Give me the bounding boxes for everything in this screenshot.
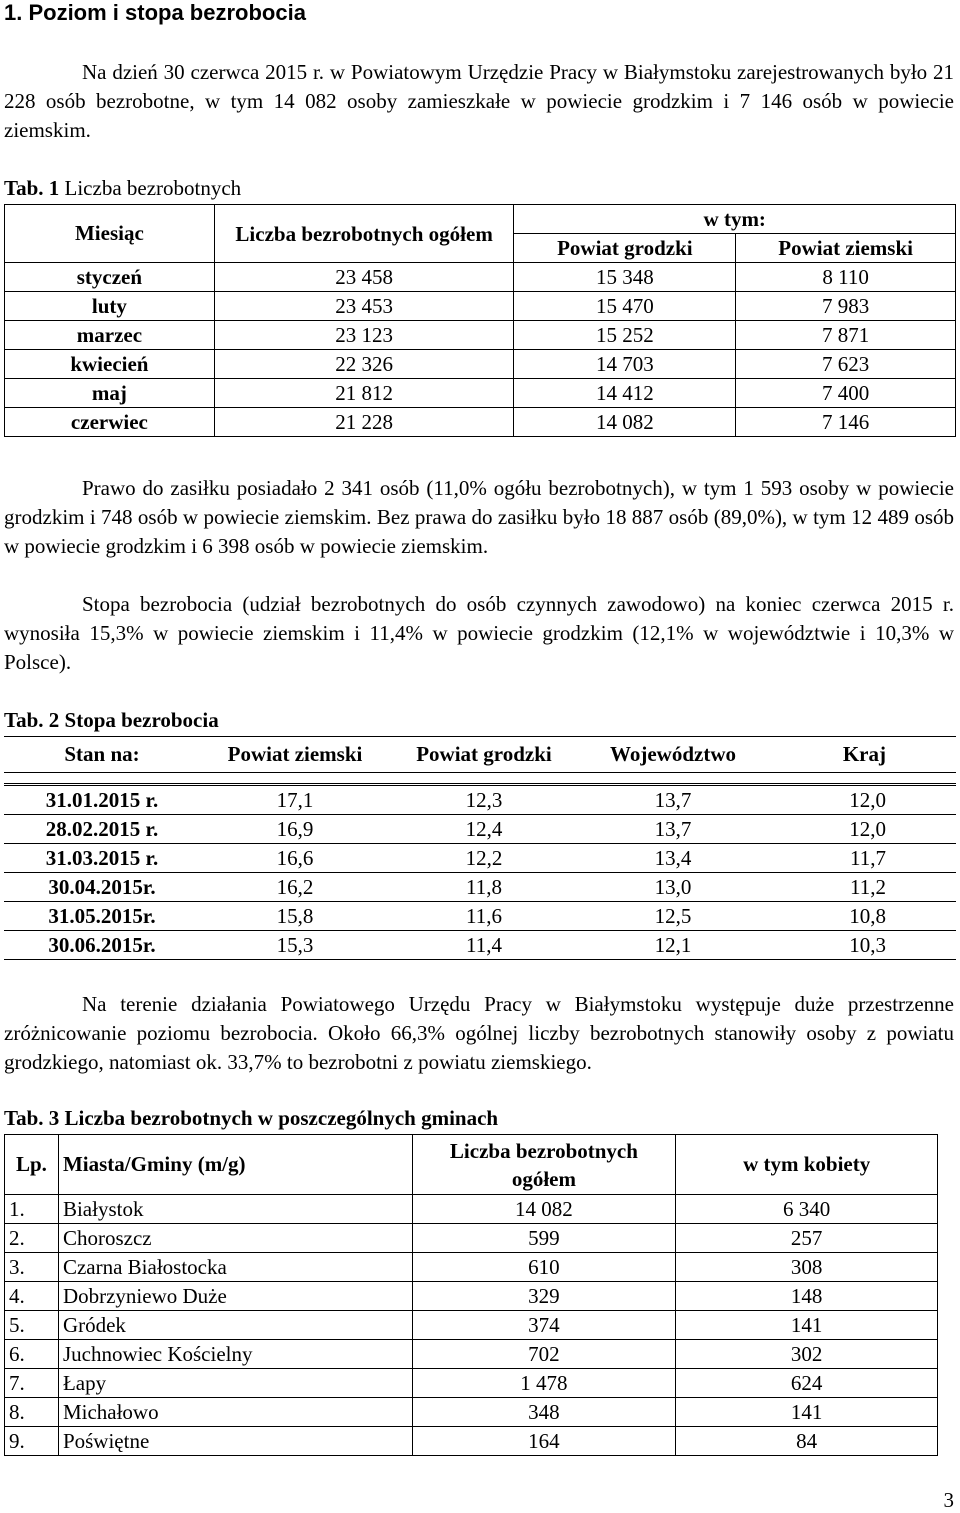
total-cell: 23 453 [214, 292, 514, 321]
total-cell: 23 458 [214, 263, 514, 292]
table3-header-cell: Lp. [5, 1135, 59, 1195]
city-county-cell: 14 082 [514, 408, 736, 437]
rate-cell: 12,1 [578, 931, 768, 960]
municipality-cell: Dobrzyniewo Duże [58, 1282, 412, 1311]
rural-county-cell: 7 983 [736, 292, 956, 321]
total-cell: 1 478 [412, 1369, 676, 1398]
municipality-cell: Michałowo [58, 1398, 412, 1427]
lp-cell: 1. [5, 1195, 59, 1224]
city-county-cell: 15 348 [514, 263, 736, 292]
total-cell: 14 082 [412, 1195, 676, 1224]
municipality-cell: Czarna Białostocka [58, 1253, 412, 1282]
rate-cell: 10,3 [768, 931, 956, 960]
total-cell: 21 228 [214, 408, 514, 437]
rate-cell: 12,5 [578, 902, 768, 931]
women-cell: 141 [676, 1311, 938, 1340]
rate-cell: 12,4 [390, 815, 578, 844]
table-row [4, 815, 956, 844]
table-row [5, 263, 956, 292]
table1-caption [4, 176, 241, 201]
month-cell: luty [5, 292, 215, 321]
table-row [5, 1253, 938, 1282]
rate-cell: 12,2 [390, 844, 578, 873]
lp-cell: 3. [5, 1253, 59, 1282]
rate-cell: 11,4 [390, 931, 578, 960]
rate-cell: 16,9 [200, 815, 390, 844]
rate-cell: 13,0 [578, 873, 768, 902]
municipality-cell: Juchnowiec Kościelny [58, 1340, 412, 1369]
city-county-cell: 15 470 [514, 292, 736, 321]
date-cell: 30.04.2015r. [4, 873, 200, 902]
month-cell: kwiecień [5, 350, 215, 379]
lp-cell: 4. [5, 1282, 59, 1311]
city-county-cell: 14 703 [514, 350, 736, 379]
rural-county-cell: 7 623 [736, 350, 956, 379]
table-row [4, 844, 956, 873]
table2-caption [4, 708, 219, 733]
table2-header-cell: Powiat grodzki [390, 737, 578, 773]
rate-cell: 13,7 [578, 815, 768, 844]
page-number: 3 [943, 1488, 954, 1512]
paragraph-benefits: Prawo do zasiłku posiadało 2 341 osób (11,0% ogółu bezrobotnych), w tym 1 593 osoby w powiecie grodzkim i 748 osób w powiecie ziemskim. Bez prawa do zasiłku było 18 887 osób (89,0%), w tym 12 489 osób w powiecie grodzkim i 6 398 osób w powiecie ziemskim. [4, 476, 954, 558]
table-row [4, 902, 956, 931]
header-rural-county: Powiat ziemski [736, 234, 956, 263]
table2-header-cell: Województwo [578, 737, 768, 773]
table2-header-cell: Kraj [768, 737, 956, 773]
municipality-cell: Białystok [58, 1195, 412, 1224]
table2-body [4, 785, 956, 960]
rate-cell: 16,2 [200, 873, 390, 902]
women-cell: 302 [676, 1340, 938, 1369]
table-row [5, 1427, 938, 1456]
women-cell: 308 [676, 1253, 938, 1282]
month-cell: maj [5, 379, 215, 408]
paragraph-rate: Stopa bezrobocia (udział bezrobotnych do osób czynnych zawodowo) na koniec czerwca 2015 r. wynosiła 15,3% w powiecie ziemskim i 11,4% w powiecie grodzkim (12,1% w województwie i 10,3% w Polsce). [4, 592, 954, 674]
paragraph-spatial: Na terenie działania Powiatowego Urzędu Pracy w Białymstoku występuje duże przestrzenne zróżnicowanie poziomu bezrobocia. Około 66,3% ogólnej liczby bezrobotnych stanowiły osoby z powiatu grodzkiego, natomiast ok. 33,7% to bezrobotni z powiatu ziemskiego. [4, 992, 954, 1074]
rate-cell: 10,8 [768, 902, 956, 931]
table-row [5, 1311, 938, 1340]
total-cell: 702 [412, 1340, 676, 1369]
table1-body [5, 263, 956, 437]
table-unemployed-by-month [4, 204, 956, 437]
table-row [5, 1224, 938, 1253]
rate-cell: 15,8 [200, 902, 390, 931]
women-cell: 84 [676, 1427, 938, 1456]
month-cell: czerwiec [5, 408, 215, 437]
rate-cell: 11,7 [768, 844, 956, 873]
header-of-which: w tym: [514, 205, 956, 234]
table-row [5, 1398, 938, 1427]
total-cell: 374 [412, 1311, 676, 1340]
table-row [5, 1340, 938, 1369]
women-cell: 148 [676, 1282, 938, 1311]
total-cell: 348 [412, 1398, 676, 1427]
municipality-cell: Gródek [58, 1311, 412, 1340]
total-cell: 610 [412, 1253, 676, 1282]
city-county-cell: 15 252 [514, 321, 736, 350]
total-cell: 599 [412, 1224, 676, 1253]
date-cell: 31.05.2015r. [4, 902, 200, 931]
lp-cell: 7. [5, 1369, 59, 1398]
header-total: Liczba bezrobotnych ogółem [214, 205, 514, 263]
women-cell: 141 [676, 1398, 938, 1427]
month-cell: styczeń [5, 263, 215, 292]
rate-cell: 11,6 [390, 902, 578, 931]
date-cell: 30.06.2015r. [4, 931, 200, 960]
total-cell: 22 326 [214, 350, 514, 379]
women-cell: 6 340 [676, 1195, 938, 1224]
table-row [5, 1369, 938, 1398]
table3-caption-title: Liczba bezrobotnych w poszczególnych gminach [64, 1106, 499, 1130]
date-cell: 28.02.2015 r. [4, 815, 200, 844]
table-unemployment-rate [4, 736, 956, 960]
table2-header-cell: Powiat ziemski [200, 737, 390, 773]
header-month: Miesiąc [5, 205, 215, 263]
total-cell: 21 812 [214, 379, 514, 408]
date-cell: 31.03.2015 r. [4, 844, 200, 873]
header-city-county: Powiat grodzki [514, 234, 736, 263]
rural-county-cell: 8 110 [736, 263, 956, 292]
table-row [5, 1282, 938, 1311]
rate-cell: 12,0 [768, 815, 956, 844]
table1-caption-title: Liczba bezrobotnych [64, 176, 242, 200]
table3-caption-prefix: Tab. 3 [4, 1106, 60, 1130]
municipality-cell: Choroszcz [58, 1224, 412, 1253]
rate-cell: 15,3 [200, 931, 390, 960]
total-cell: 164 [412, 1427, 676, 1456]
table3-header-cell: w tym kobiety [676, 1135, 938, 1195]
date-cell: 31.01.2015 r. [4, 785, 200, 815]
table-row [4, 873, 956, 902]
women-cell: 624 [676, 1369, 938, 1398]
total-cell: 329 [412, 1282, 676, 1311]
table3-caption [4, 1106, 498, 1131]
paragraph-intro: Na dzień 30 czerwca 2015 r. w Powiatowym Urzędzie Pracy w Białymstoku zarejestrowanych było 21 228 osób bezrobotne, w tym 14 082 osoby zamieszkałe w powiecie grodzkim i 7 146 osób w powiecie ziemskim. [4, 60, 954, 142]
lp-cell: 5. [5, 1311, 59, 1340]
table2-caption-title: Stopa bezrobocia [64, 708, 219, 732]
table-unemployed-by-municipality [4, 1134, 938, 1456]
women-cell: 257 [676, 1224, 938, 1253]
rate-cell: 11,2 [768, 873, 956, 902]
month-cell: marzec [5, 321, 215, 350]
table-row [5, 408, 956, 437]
table-row [5, 379, 956, 408]
table3-header-cell: Miasta/Gminy (m/g) [58, 1135, 412, 1195]
table2-header-cell: Stan na: [4, 737, 200, 773]
table3-body [5, 1195, 938, 1456]
city-county-cell: 14 412 [514, 379, 736, 408]
rate-cell: 13,4 [578, 844, 768, 873]
table-row [5, 350, 956, 379]
lp-cell: 9. [5, 1427, 59, 1456]
rate-cell: 12,0 [768, 785, 956, 815]
rural-county-cell: 7 871 [736, 321, 956, 350]
table-row [5, 321, 956, 350]
rate-cell: 12,3 [390, 785, 578, 815]
municipality-cell: Łapy [58, 1369, 412, 1398]
rate-cell: 16,6 [200, 844, 390, 873]
section-heading: 1. Poziom i stopa bezrobocia [4, 0, 306, 25]
table-row [4, 931, 956, 960]
lp-cell: 8. [5, 1398, 59, 1427]
table-row [5, 292, 956, 321]
lp-cell: 2. [5, 1224, 59, 1253]
municipality-cell: Poświętne [58, 1427, 412, 1456]
table-row [4, 785, 956, 815]
rate-cell: 11,8 [390, 873, 578, 902]
rural-county-cell: 7 400 [736, 379, 956, 408]
table1-caption-prefix: Tab. 1 [4, 176, 60, 200]
table-row [5, 1195, 938, 1224]
lp-cell: 6. [5, 1340, 59, 1369]
table2-caption-prefix: Tab. 2 [4, 708, 60, 732]
table3-header-cell: Liczba bezrobotnych ogółem [412, 1135, 676, 1195]
total-cell: 23 123 [214, 321, 514, 350]
rate-cell: 13,7 [578, 785, 768, 815]
rate-cell: 17,1 [200, 785, 390, 815]
rural-county-cell: 7 146 [736, 408, 956, 437]
